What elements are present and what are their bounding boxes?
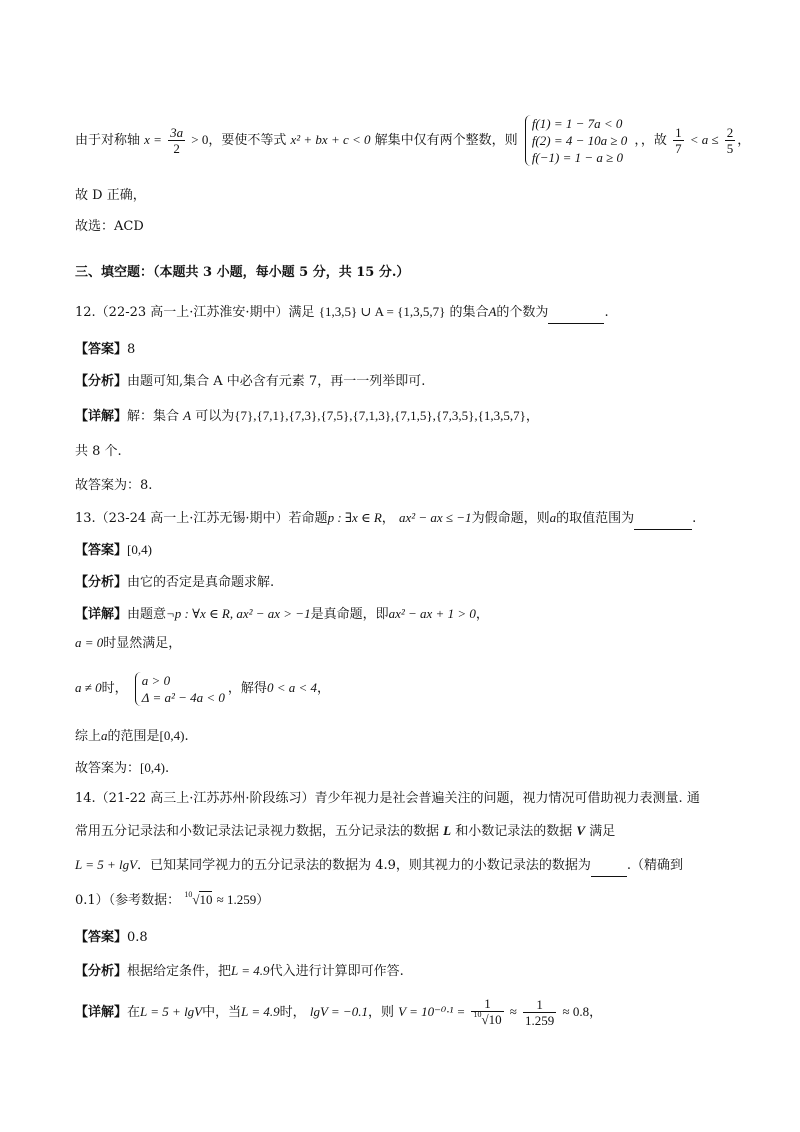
text: ．已知某同学视力的五分记录法的数据为 4.9，则其视力的小数记录法的数据为 (137, 858, 591, 873)
math: p : ∃x ∈ R (327, 510, 382, 525)
q12-answer (75, 340, 135, 360)
root-expression: $^{10}$√10 (473, 1010, 502, 1027)
q12-count: 共 8 个. (75, 444, 122, 459)
math: L = 5 + lgV (140, 1004, 203, 1019)
math: L = 4.9 (241, 1004, 280, 1019)
analysis-label: 【分析】 (75, 374, 128, 389)
frac-den: 5 (726, 141, 734, 156)
text: .（精确到 (626, 858, 684, 873)
math: {1,3,5} ∪ A = {1,3,5,7} (318, 304, 446, 319)
text: ， (589, 1005, 603, 1020)
analysis-label: 【分析】 (75, 575, 128, 590)
frac-num: 1 (523, 997, 556, 1013)
analysis-label: 【分析】 (75, 964, 128, 979)
answer-value: [0,4) (127, 542, 152, 557)
math: L = 4.9 (231, 963, 270, 978)
text: ， (381, 511, 395, 526)
text: 的取值范围为 (556, 511, 635, 526)
math: x² + bx + c < 0 (290, 132, 371, 147)
text: 在 (127, 1005, 141, 1020)
q12-detail (75, 406, 539, 427)
q12-final: 故答案为：8. (75, 478, 153, 493)
sys-row: f(2) = 4 − 10a ≥ 0 (531, 133, 628, 148)
sys-row: f(−1) = 1 − a ≥ 0 (531, 150, 624, 165)
text: 由于对称轴 (75, 133, 141, 148)
text: 时， (279, 1005, 306, 1020)
detail-label: 【详解】 (75, 409, 128, 424)
math: a (101, 728, 108, 743)
frac-num: 1 (675, 125, 682, 140)
text: ， (475, 607, 489, 622)
answer-blank (634, 509, 692, 530)
text: 12.（22-23 高一上·江苏淮安·期中）满足 (75, 305, 315, 320)
text: 中，当 (202, 1005, 242, 1020)
math: L (443, 823, 452, 838)
text: 解：集合 (127, 409, 180, 424)
frac-den: 2 (173, 141, 180, 156)
text: ，解得 (227, 681, 267, 696)
q14-line2 (75, 821, 615, 842)
math: < a ≤ (689, 132, 719, 147)
frac-den (471, 1012, 503, 1029)
math: L = 5 + lgV (75, 857, 138, 872)
answer-label: 【答案】 (75, 342, 128, 357)
conclusion-line: 故 D 正确， (75, 188, 146, 203)
text: 根据给定条件，把 (127, 964, 232, 979)
text: ，要使不等式 (208, 133, 287, 148)
text: 时显然满足， (103, 636, 182, 651)
text: 和小数记录法的数据 (455, 824, 573, 839)
q14-line3 (75, 855, 683, 877)
math: A (488, 304, 497, 319)
frac-num: 2 (726, 125, 734, 140)
math: V = 10⁻⁰·¹ = (398, 1004, 466, 1019)
sys-row: a > 0 (141, 672, 171, 688)
q13-question (75, 508, 696, 530)
sys-row: Δ = a² − 4a < 0 (141, 689, 225, 705)
text: . (604, 305, 609, 320)
root-radicand: 10 (488, 1012, 502, 1027)
answer-label: 【答案】 (75, 930, 128, 945)
math: {7},{7,1},{7,3},{7,5},{7,1,3},{7,1,5},{7,3,5},{1,3,5,7} (234, 408, 526, 423)
text: 0.1）（参考数据： (75, 893, 181, 908)
q13-analysis (75, 573, 274, 593)
q13-final (75, 758, 169, 779)
text: 的集合 (449, 305, 489, 320)
q13-case2 (75, 668, 330, 709)
answer-label: 【答案】 (75, 543, 128, 558)
math: ax² − ax + 1 > 0 (388, 606, 476, 621)
q12-question (75, 302, 609, 324)
root-radicand: 10 (199, 892, 213, 907)
q13-summary (75, 726, 189, 747)
root-index: 10 (473, 1010, 482, 1019)
text: ， (525, 409, 539, 424)
q13-detail (75, 604, 489, 625)
math: a (549, 510, 557, 525)
text: 由题意 (127, 607, 167, 622)
equation-system (135, 672, 225, 706)
fraction (673, 125, 684, 156)
text: ， (737, 133, 751, 148)
q13-case1 (75, 633, 181, 654)
q14-detail (75, 990, 602, 1035)
root-index: 10 (184, 890, 193, 899)
text: 解集中仅有两个整数，则 (374, 133, 518, 148)
choice-line: 故选：ACD (75, 219, 144, 234)
text: ，则 (367, 1005, 394, 1020)
text: 常用五分记录法和小数记录法记录视力数据，五分记录法的数据 (75, 824, 440, 839)
text: 的个数为 (496, 305, 549, 320)
q14-line4 (75, 890, 269, 912)
text: 是真命题，即 (310, 607, 389, 622)
math: a = 0 (75, 635, 104, 650)
q14-line1: 14.（21-22 高三上·江苏苏州·阶段练习）青少年视力是社会普遍关注的问题，视力情况可借助视力表测量. 通 (75, 791, 700, 806)
math: lgV = −0.1 (309, 1004, 368, 1019)
text: 可以为 (195, 409, 235, 424)
math: A (183, 408, 192, 423)
text: ， (316, 681, 330, 696)
text: ） (256, 893, 270, 908)
text: 满足 (589, 824, 616, 839)
fraction (725, 125, 736, 156)
fraction (523, 997, 556, 1028)
text: 的范围是 (107, 729, 160, 744)
detail-label: 【详解】 (75, 607, 128, 622)
math: V (576, 823, 586, 838)
analysis-text: 由题可知,集合 A 中必含有元素 7，再一一列举即可. (127, 374, 426, 389)
math: ¬p : ∀x ∈ R, ax² − ax > −1 (166, 606, 311, 621)
fraction (168, 125, 185, 156)
answer-value: 8 (127, 342, 136, 357)
math: [0,4) (140, 760, 165, 775)
text: . (164, 761, 170, 776)
math: ≈ 0.8 (562, 1004, 590, 1019)
text: 为假命题，则 (471, 511, 550, 526)
q14-answer (75, 928, 148, 948)
q12-analysis (75, 372, 425, 392)
text: 13.（23-24 高一上·江苏无锡·期中）若命题 (75, 511, 328, 526)
math: x = (144, 132, 162, 147)
text: ，，故 (634, 133, 667, 148)
text: 时， (101, 681, 128, 696)
frac-num: 1 (471, 996, 503, 1012)
root-expression: $^{10}$√10 (184, 890, 213, 907)
frac-den: 1.259 (525, 1013, 555, 1028)
math: ax² − ax ≤ −1 (398, 510, 472, 525)
detail-label: 【详解】 (75, 1005, 128, 1020)
math: ≈ 1.259 (216, 892, 257, 907)
text: . (184, 729, 189, 744)
math: ≈ (509, 1004, 517, 1019)
math: > 0 (191, 132, 209, 147)
fraction (471, 996, 503, 1029)
q14-analysis (75, 961, 404, 982)
axis-condition-line (75, 110, 750, 171)
equation-system (525, 115, 627, 166)
answer-blank (548, 303, 604, 324)
frac-num: 3a (170, 125, 184, 140)
math: [0,4) (159, 728, 185, 743)
frac-den: 7 (675, 141, 682, 156)
answer-blank (591, 856, 627, 877)
q13-answer (75, 540, 152, 561)
text: . (692, 511, 697, 526)
text: 综上 (75, 729, 102, 744)
section-title: 三、填空题：（本题共 3 小题，每小题 5 分，共 15 分.） (75, 265, 410, 280)
analysis-text: 由它的否定是真命题求解. (127, 575, 275, 590)
sys-row: f(1) = 1 − 7a < 0 (531, 116, 623, 131)
text: 代入进行计算即可作答. (269, 964, 404, 979)
text: 故答案为： (75, 761, 141, 776)
math: 0 < a < 4 (266, 680, 317, 695)
answer-value: 0.8 (127, 930, 148, 945)
math: a ≠ 0 (75, 680, 102, 695)
